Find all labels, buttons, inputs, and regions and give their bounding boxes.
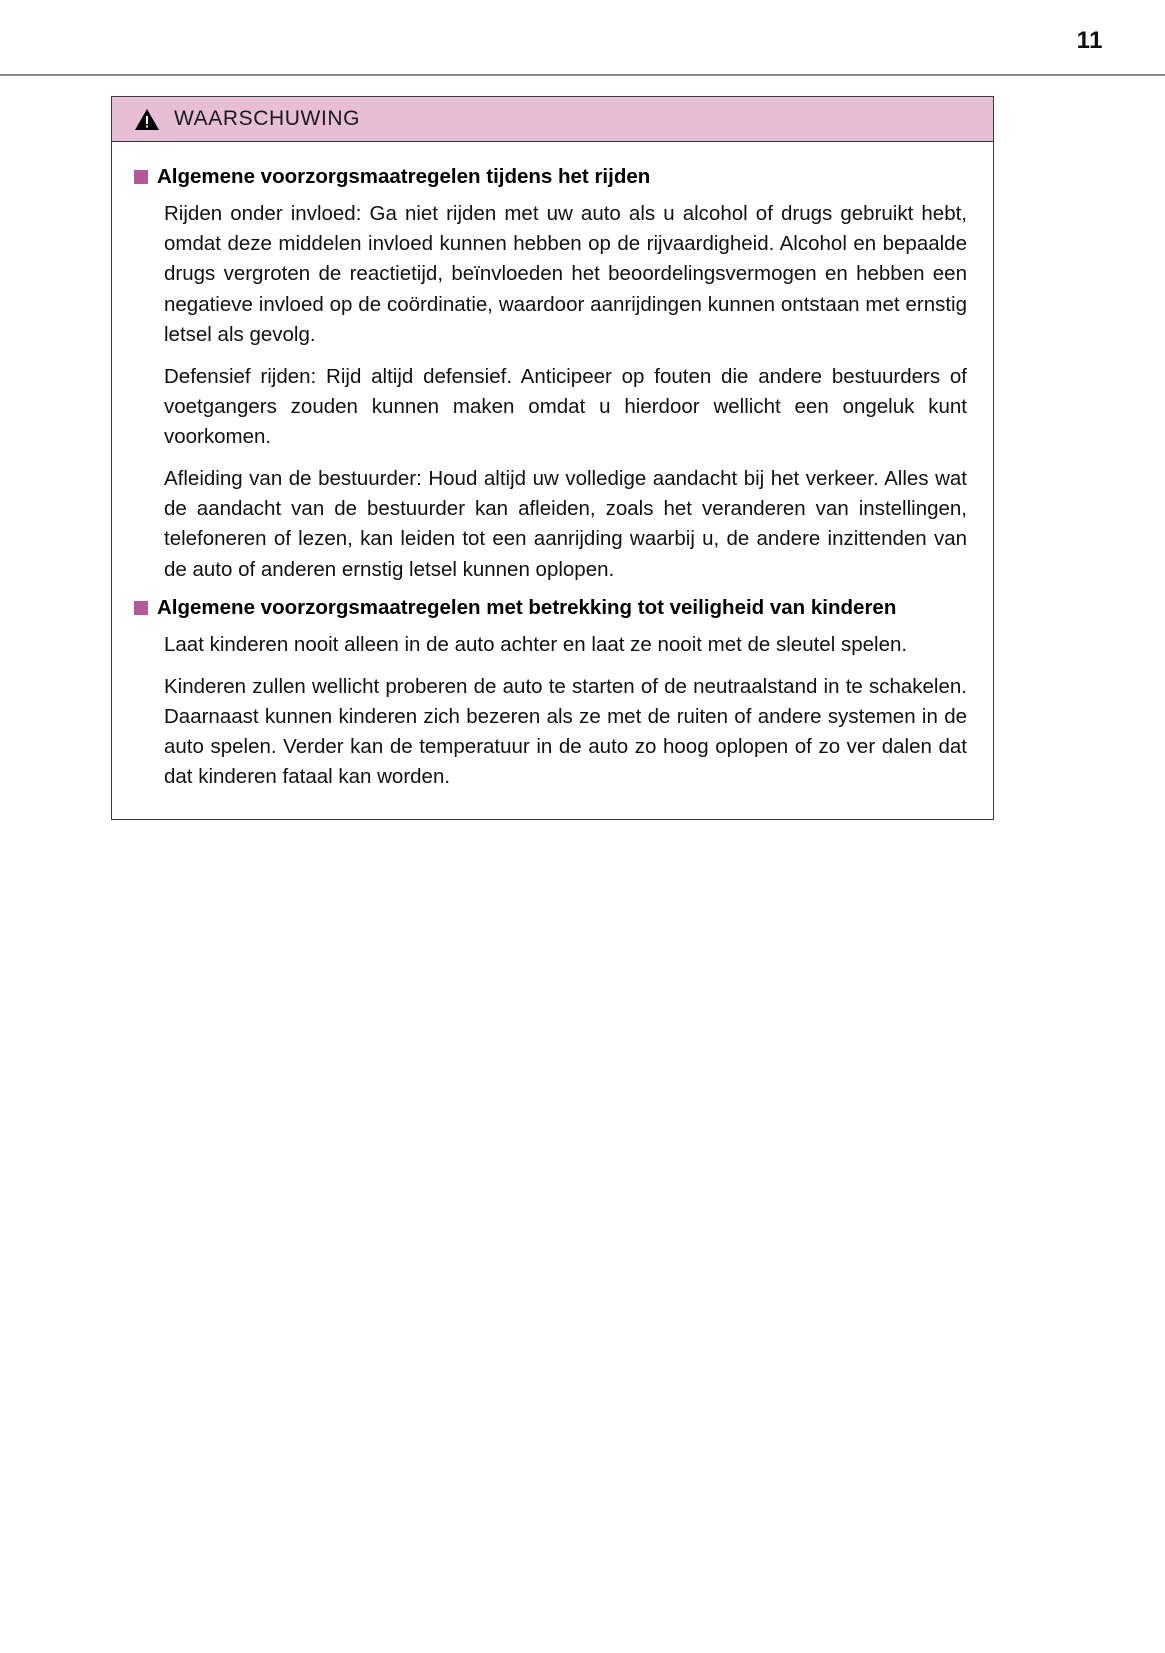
header-divider — [0, 74, 1165, 76]
warning-paragraph: Afleiding van de bestuurder: Houd altijd uw volledige aandacht bij het verkeer. Alles wat de aandacht van de bestuurder kan afleiden, zoals het veranderen van instellingen, telefoneren of lezen, kan leiden tot een aanrijding waarbij u, de andere inzittenden van de auto of anderen ernstig letsel kunnen oplopen. — [164, 467, 967, 581]
warning-paragraph: Laat kinderen nooit alleen in de auto achter en laat ze nooit met de sleutel spelen. — [164, 632, 908, 656]
page-number: 11 — [1076, 27, 1103, 54]
warning-paragraph: Kinderen zullen wellicht proberen de auto te starten of de neutraalstand in te schakelen. Daarnaast kunnen kinderen zich bezeren als ze met de ruiten of andere systemen in de auto spelen. Verder kan de temperatuur in de auto zo hoog oplopen of zo ver dalen dat dat kinderen fataal kan worden. — [164, 675, 967, 789]
warning-paragraph: Rijden onder invloed: Ga niet rijden met uw auto als u alcohol of drugs gebruikt hebt, omdat deze middelen invloed kunnen hebben op de rijvaardigheid. Alcohol en bepaalde drugs vergroten de reactietijd, beïnvloeden het beoordelingsvermogen en hebben een negatieve invloed op de coördinatie, waardoor aanrijdingen kunnen ontstaan met ernstig letsel als gevolg. — [164, 202, 967, 346]
warning-section — [134, 595, 967, 793]
warning-box — [111, 96, 994, 820]
warning-section — [134, 164, 967, 585]
warning-section-heading-text: Algemene voorzorgsmaatregelen tijdens het rijden — [157, 165, 651, 188]
warning-title: WAARSCHUWING — [174, 107, 361, 130]
warning-section-heading-text: Algemene voorzorgsmaatregelen met betrekking tot veiligheid van kinderen — [157, 595, 897, 619]
warning-section-heading — [134, 164, 967, 190]
warning-section-heading — [134, 595, 967, 621]
warning-triangle-icon — [134, 108, 160, 131]
warning-paragraph: Defensief rijden: Rijd altijd defensief. Anticipeer op fouten die andere bestuurders of voetgangers zouden kunnen maken omdat u hierdoor wellicht een ongeluk kunt voorkomen. — [164, 364, 967, 449]
warning-box-header — [112, 97, 993, 142]
square-bullet-icon — [134, 601, 148, 615]
square-bullet-icon — [134, 170, 148, 184]
warning-box-body — [112, 142, 993, 819]
